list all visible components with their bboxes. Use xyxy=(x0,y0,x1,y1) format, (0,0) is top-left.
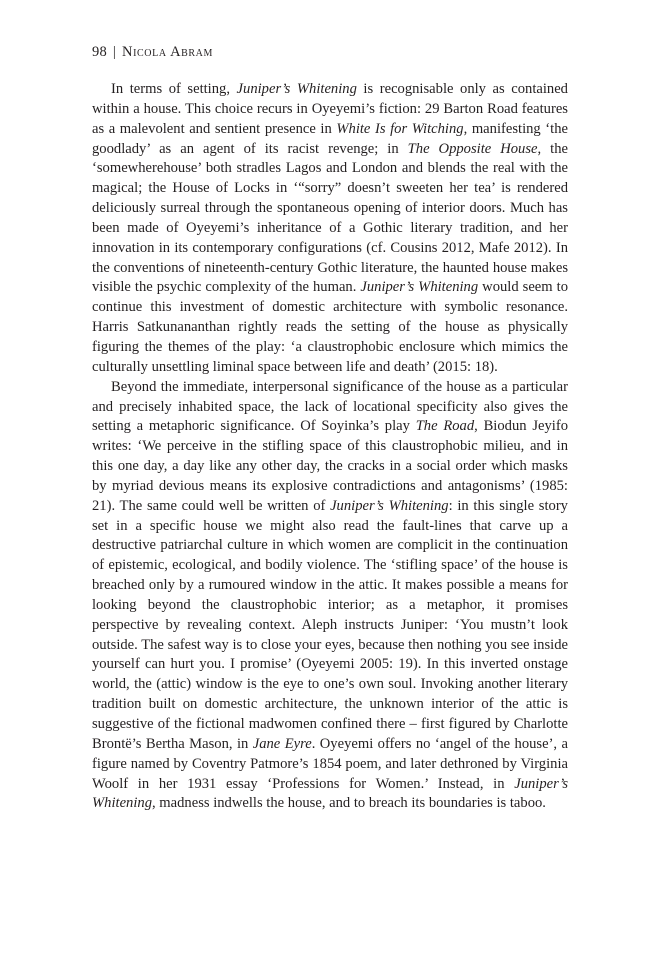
body-text xyxy=(92,80,568,814)
paragraph xyxy=(92,80,568,378)
italic-title: The Opposite House xyxy=(407,140,538,157)
text-run: , the ‘somewherehouse’ both stradles Lagos and London and blends the real with the magical; the House of Locks in ‘“sorry” doesn’t sweeten her tea’ is rendered deliciously surreal through the spontaneous opening of interior doors. Much has been made of Oyeyemi’s inheritance of a Gothic literary tradition, and her innovation in its contemporary configurations (cf. Cousins 2012, Mafe 2012). In the conventions of nineteenth-century Gothic literature, the haunted house makes visible the psychic complexity of the human. xyxy=(92,140,568,296)
text-run: , manifesting ‘the goodlady’ as an agent of its racist revenge; in xyxy=(92,120,568,157)
italic-title: Juniper’s Whitening xyxy=(92,775,568,812)
text-run: : in this single story set in a specific house we might also read the fault-lines that carve up a destructive patriarchal culture in which women are complicit in the continuation of epistemic, ecological, and bodily violence. The ‘stifling space’ of the house is breached only by a rumoured window in the attic. It makes possible a means for looking beyond the claustrophobic interior; as a metaphor, it promises perspective by revealing context. Aleph instructs Juniper: ‘You mustn’t look outside. The safest way is to close your eyes, because then nothing you see inside yourself can hurt you. I promise’ (Oyeyemi 2005: 19). In this inverted onstage world, the (attic) window is the eye to one’s own soul. Invoking another literary tradition built on domestic architecture, the unknown interior of the attic is suggestive of the fictional madwomen confined there – first figured by Charlotte Brontë’s Bertha Mason, in xyxy=(92,497,568,752)
text-run: Beyond the immediate, interpersonal significance of the house as a particular and precisely inhabited space, the lack of locational specificity also gives the setting a metaphoric significance. Of Soyinka’s play xyxy=(92,378,568,435)
italic-title: Juniper’s Whitening xyxy=(330,497,449,514)
text-run: , Biodun Jeyifo writes: ‘We perceive in the stifling space of this claustrophobic milieu, and in this one day, a day like any other day, the cracks in a social order which masks by myriad devious means its explosive contradictions and antagonisms’ (1985: 21). The same could well be written of xyxy=(92,418,568,514)
text-run: , madness indwells the house, and to breach its boundaries is taboo. xyxy=(152,795,546,812)
running-head-author: Nicola Abram xyxy=(122,44,213,60)
text-run: . Oyeyemi offers no ‘angel of the house’, a figure named by Coventry Patmore’s 1854 poem, and later dethroned by Virginia Woolf in her 1931 essay ‘Professions for Women.’ Instead, in xyxy=(92,735,568,792)
page-number: 98 xyxy=(92,44,107,60)
italic-title: Juniper’s Whitening xyxy=(360,279,479,296)
text-run: In terms of setting, xyxy=(111,81,237,97)
paragraph xyxy=(92,378,568,815)
italic-title: Juniper’s Whitening xyxy=(236,81,357,97)
text-run: would seem to continue this investment of domestic architecture with symbolic resonance. Harris Satkunananthan rightly reads the setting of the house as physically figuring the themes of the play: ‘a claustrophobic enclosure which mimics the culturally unsettling liminal space between life and death’ (2015: 18). xyxy=(92,279,568,375)
text-run: is recognisable only as contained within a house. This choice recurs in Oyeyemi’s fiction: 29 Barton Road features as a malevolent and sentient presence in xyxy=(92,81,568,137)
running-head xyxy=(92,44,213,61)
italic-title: White Is for Witching xyxy=(336,120,464,137)
italic-title: Jane Eyre xyxy=(252,735,312,752)
italic-title: The Road xyxy=(415,418,475,435)
running-head-separator: | xyxy=(112,44,117,60)
